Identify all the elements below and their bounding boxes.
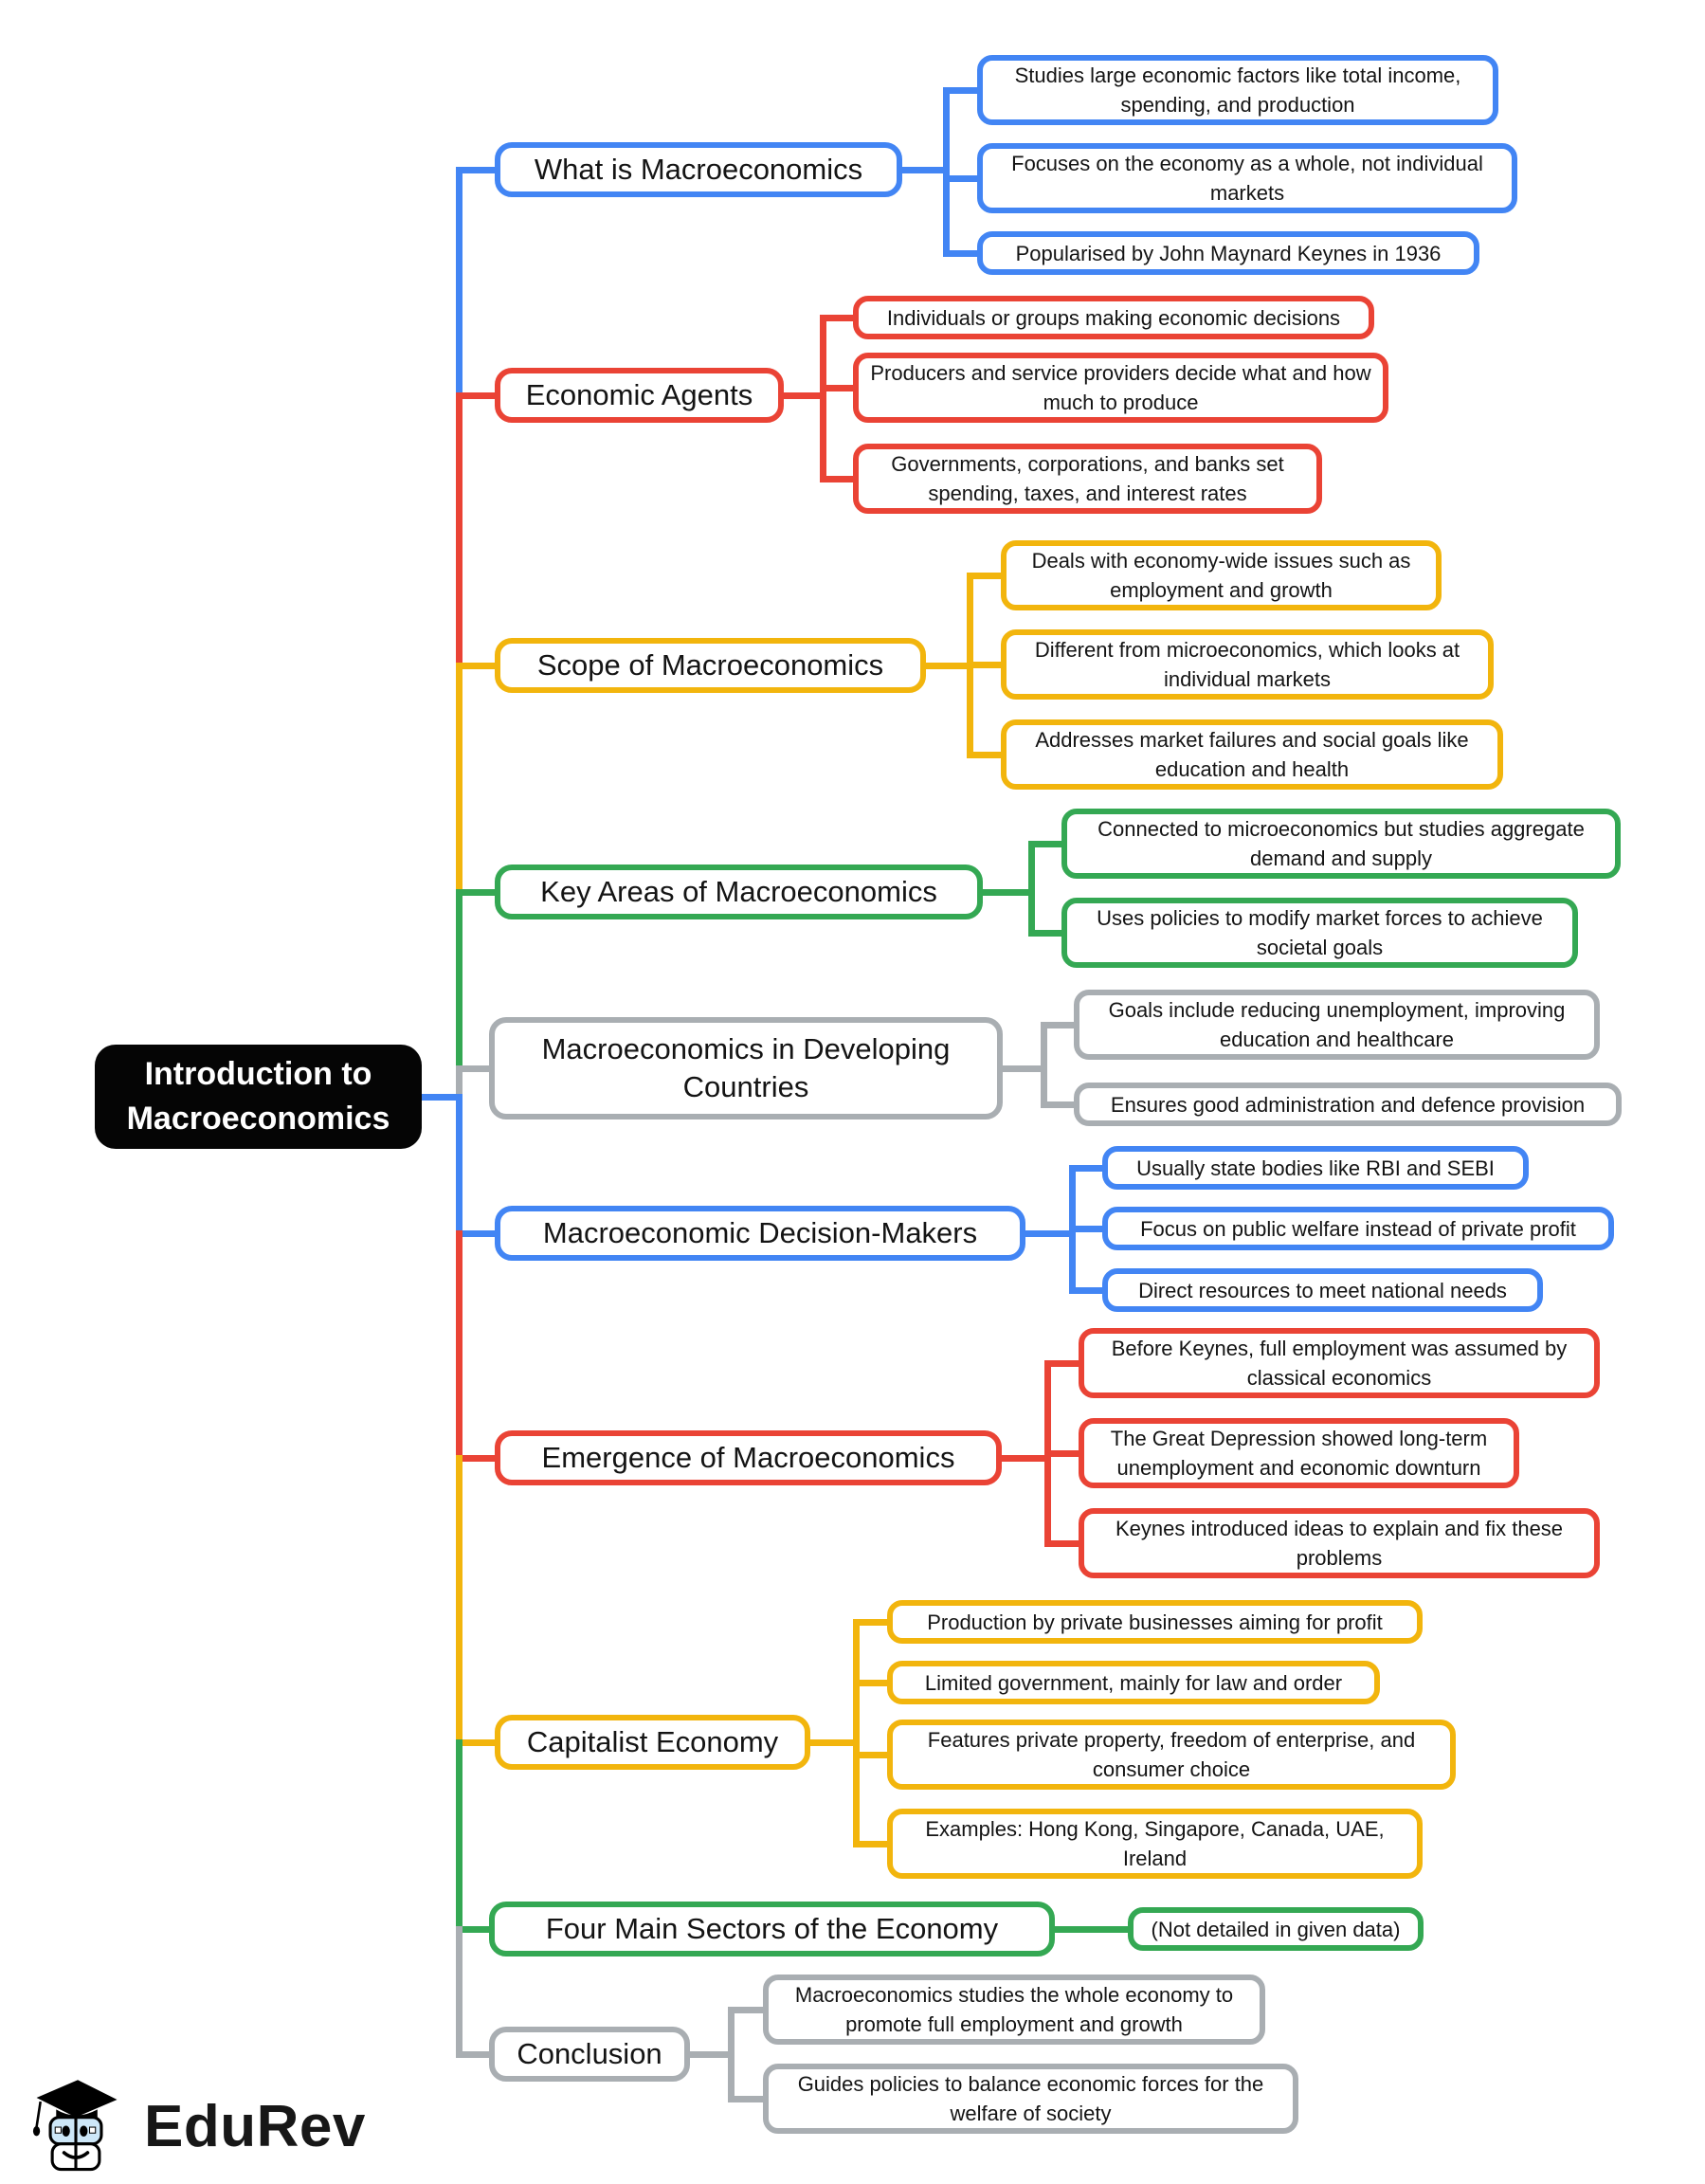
branch-8-child-2: Limited government, mainly for law and order <box>887 1661 1380 1704</box>
connector <box>897 167 950 173</box>
branch-6-label: Macroeconomic Decision-Makers <box>495 1206 1025 1261</box>
connector-spine <box>1044 1360 1051 1547</box>
edurev-mascot-icon <box>27 2072 125 2180</box>
connector-spine <box>456 1455 463 1746</box>
branch-1-child-2: Focuses on the economy as a whole, not individual markets <box>977 143 1517 213</box>
branch-6-child-2: Focus on public welfare instead of private profit <box>1102 1207 1614 1250</box>
connector-spine <box>456 663 463 896</box>
connector <box>920 663 973 669</box>
connector-spine <box>456 392 463 669</box>
connector-spine <box>456 167 463 399</box>
edurev-logo <box>27 2072 366 2180</box>
branch-1-child-1: Studies large economic factors like total income, spending, and production <box>977 55 1498 125</box>
branch-5-child-2: Ensures good administration and defence provision <box>1074 1083 1622 1126</box>
connector-spine <box>943 87 950 257</box>
connector-spine <box>456 1094 463 1237</box>
connector-spine <box>456 889 463 1072</box>
branch-8-child-1: Production by private businesses aiming for profit <box>887 1600 1423 1644</box>
branch-8-child-4: Examples: Hong Kong, Singapore, Canada, UAE, Ireland <box>887 1809 1423 1879</box>
connector <box>1049 1926 1134 1933</box>
connector-spine <box>1041 1022 1047 1108</box>
connector-spine <box>820 315 826 482</box>
connector-spine <box>1069 1165 1076 1294</box>
branch-8-label: Capitalist Economy <box>495 1715 810 1770</box>
connector-spine <box>853 1619 860 1847</box>
connector <box>977 889 1035 896</box>
edurev-logo-text: EduRev <box>144 2093 366 2159</box>
branch-10-child-1: Macroeconomics studies the whole economy to promote full employment and growth <box>763 1975 1265 2045</box>
branch-2-child-3: Governments, corporations, and banks set spending, taxes, and interest rates <box>853 444 1322 514</box>
branch-7-child-1: Before Keynes, full employment was assumed by classical economics <box>1079 1328 1600 1398</box>
connector <box>805 1739 860 1746</box>
branch-3-child-2: Different from microeconomics, which looks at individual markets <box>1001 629 1494 700</box>
branch-2-label: Economic Agents <box>495 368 784 423</box>
connector-spine <box>456 1926 463 2058</box>
branch-4-child-2: Uses policies to modify market forces to achieve societal goals <box>1061 898 1578 968</box>
branch-10-label: Conclusion <box>489 2027 690 2082</box>
connector-spine <box>456 1230 463 1462</box>
branch-7-child-3: Keynes introduced ideas to explain and fix these problems <box>1079 1508 1600 1578</box>
branch-3-label: Scope of Macroeconomics <box>495 638 926 693</box>
branch-2-child-1: Individuals or groups making economic decisions <box>853 296 1374 339</box>
branch-10-child-2: Guides policies to balance economic forces for the welfare of society <box>763 2064 1298 2134</box>
branch-1-child-3: Popularised by John Maynard Keynes in 1936 <box>977 231 1479 275</box>
branch-2-child-2: Producers and service providers decide what and how much to produce <box>853 353 1388 423</box>
connector-spine <box>1028 841 1035 937</box>
branch-1-label: What is Macroeconomics <box>495 142 902 197</box>
connector-spine <box>967 573 973 758</box>
branch-4-child-1: Connected to microeconomics but studies aggregate demand and supply <box>1061 809 1621 879</box>
branch-8-child-3: Features private property, freedom of enterprise, and consumer choice <box>887 1720 1456 1790</box>
connector-spine <box>456 1739 463 1933</box>
branch-3-child-1: Deals with economy-wide issues such as employment and growth <box>1001 540 1442 610</box>
connector <box>1020 1230 1076 1237</box>
branch-7-child-2: The Great Depression showed long-term unemployment and economic downturn <box>1079 1418 1519 1488</box>
branch-6-child-1: Usually state bodies like RBI and SEBI <box>1102 1146 1529 1190</box>
connector <box>996 1455 1051 1462</box>
branch-9-child-1: (Not detailed in given data) <box>1128 1907 1424 1951</box>
branch-5-label: Macroeconomics in Developing Countries <box>489 1017 1003 1119</box>
connector <box>416 1094 463 1101</box>
root-node: Introduction to Macroeconomics <box>95 1045 422 1149</box>
branch-3-child-3: Addresses market failures and social goals like education and health <box>1001 719 1503 790</box>
branch-4-label: Key Areas of Macroeconomics <box>495 864 983 919</box>
branch-5-child-1: Goals include reducing unemployment, improving education and healthcare <box>1074 990 1600 1060</box>
branch-6-child-3: Direct resources to meet national needs <box>1102 1268 1543 1312</box>
connector-spine <box>728 2007 735 2102</box>
branch-9-label: Four Main Sectors of the Economy <box>489 1902 1055 1956</box>
branch-7-label: Emergence of Macroeconomics <box>495 1430 1002 1485</box>
